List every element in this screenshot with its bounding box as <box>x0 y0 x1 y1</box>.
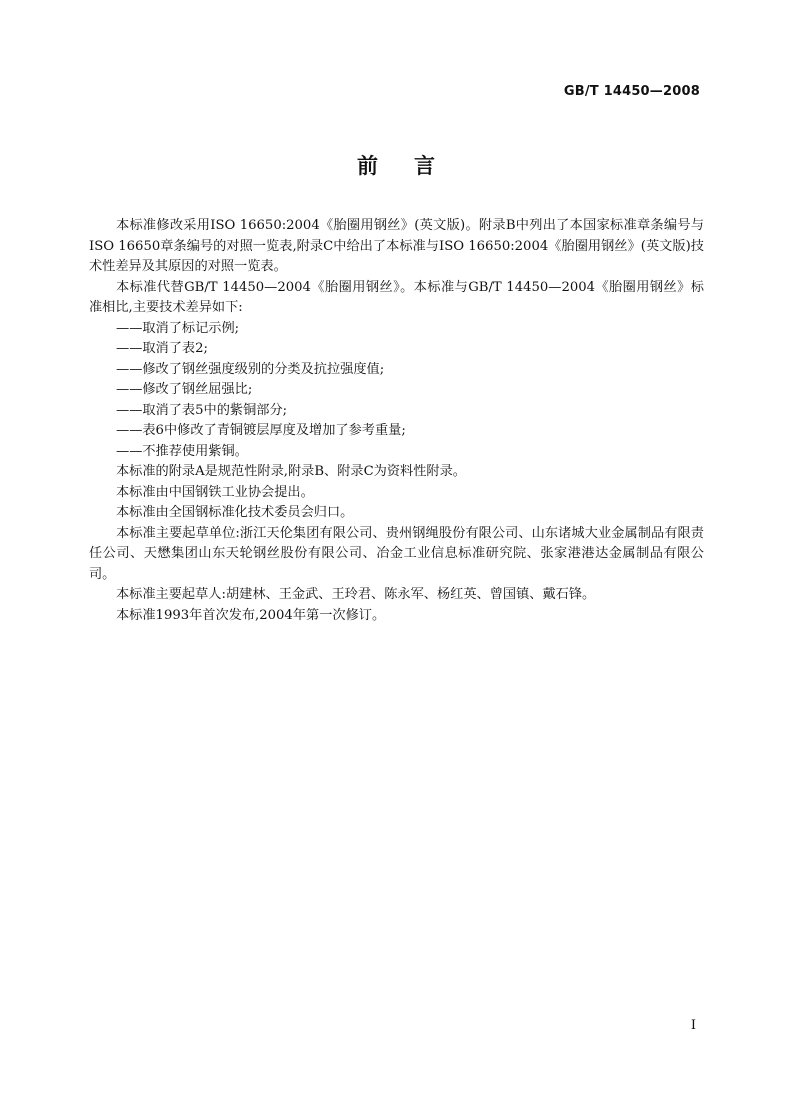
paragraph-drafting-units: 本标准主要起草单位:浙江天伦集团有限公司、贵州钢绳股份有限公司、山东诸城大业金属制品有限责任公司、天懋集团山东天轮钢丝股份有限公司、冶金工业信息标准研究院、张家港港达金属制品有限公司。 <box>89 525 704 582</box>
page-title: 前言 <box>357 154 471 178</box>
paragraph-adoption: 本标准修改采用ISO 16650:2004《胎圈用钢丝》(英文版)。附录B中列出了本国家标准章条编号与ISO 16650章条编号的对照一览表,附录C中给出了本标准与ISO 16650:2004《胎圈用钢丝》(英文版)技术性差异及其原因的对照一览表。 <box>89 218 704 274</box>
paragraph-appendix: 本标准的附录A是规范性附录,附录B、附录C为资料性附录。 <box>116 464 466 479</box>
paragraph-committee: 本标准由全国钢标准化技术委员会归口。 <box>116 505 354 520</box>
list-item: ——取消了表5中的紫铜部分; <box>116 402 288 418</box>
list-item: ——修改了钢丝屈强比; <box>116 382 253 397</box>
paragraph-drafters: 本标准主要起草人:胡建林、王金武、王玲君、陈永军、杨红英、曾国镇、戴石锋。 <box>116 587 596 602</box>
list-item: ——取消了表2; <box>116 341 208 356</box>
page-number: I <box>690 1018 696 1033</box>
paragraph-history: 本标准1993年首次发布,2004年第一次修订。 <box>116 607 386 623</box>
list-item: ——取消了标记示例; <box>116 320 240 336</box>
standard-number: GB/T 14450—2008 <box>563 84 700 99</box>
foreword-body <box>89 216 704 626</box>
list-item: ——不推荐使用紫铜。 <box>116 443 248 459</box>
paragraph-proposer: 本标准由中国钢铁工业协会提出。 <box>116 484 314 500</box>
list-item: ——修改了钢丝强度级别的分类及抗拉强度值; <box>116 361 385 377</box>
paragraph-replacement: 本标准代替GB/T 14450—2004《胎圈用钢丝》。本标准与GB/T 14450—2004《胎圈用钢丝》标准相比,主要技术差异如下: <box>89 279 704 315</box>
list-item: ——表6中修改了青铜镀层厚度及增加了参考重量; <box>116 423 406 438</box>
